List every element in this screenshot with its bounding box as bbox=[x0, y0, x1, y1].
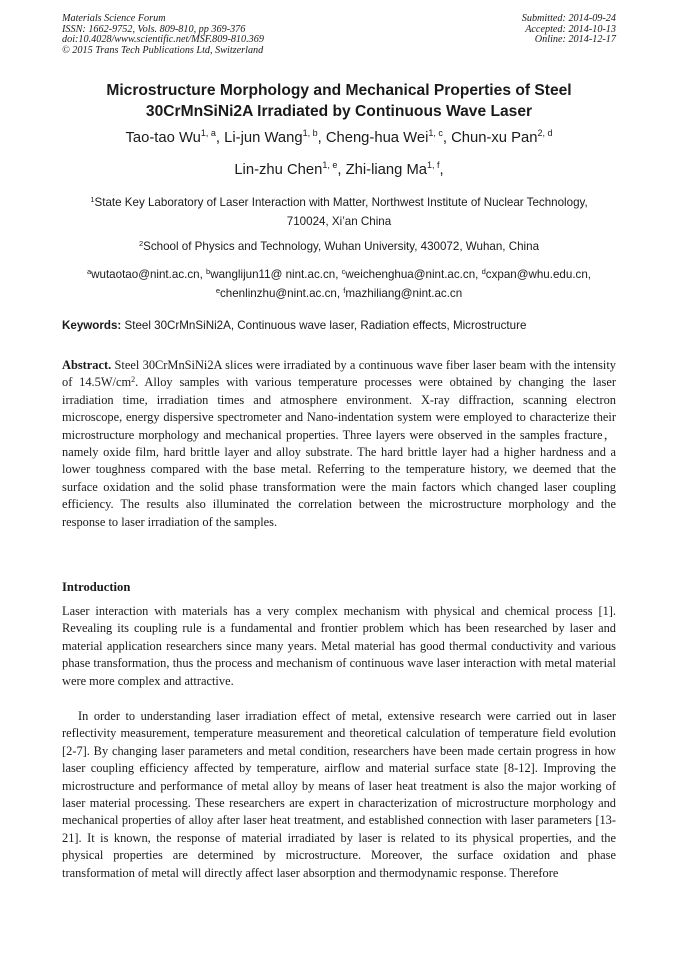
author-affiliation-mark: 1, b bbox=[302, 128, 318, 138]
email-link[interactable]: wutaotao@nint.ac.cn bbox=[91, 268, 200, 281]
journal-doi[interactable]: doi:10.4028/www.scientific.net/MSF.809-810.369 bbox=[62, 34, 264, 46]
abstract-text-part-1: Steel 30CrMnSiNi2A slices were irradiated by a continuous wave fiber laser beam with the intensity of 14.5W/cm bbox=[62, 358, 616, 390]
affiliation-1-line-2: 710024, Xi’an China bbox=[286, 215, 392, 228]
email-link[interactable]: mazhiliang@nint.ac.cn bbox=[345, 287, 463, 300]
email-link[interactable]: chenlinzhu@nint.ac.cn bbox=[219, 287, 337, 300]
author-affiliation-mark: 2, d bbox=[537, 128, 553, 138]
author-name: Cheng-hua Wei bbox=[325, 130, 429, 146]
accepted-date: Accepted: 2014-10-13 bbox=[525, 23, 616, 35]
author-affiliation-mark: 1, f bbox=[427, 160, 440, 170]
submission-dates bbox=[522, 14, 616, 46]
email-link[interactable]: weichenghua@nint.ac.cn bbox=[345, 268, 476, 281]
author-name: Zhi-liang Ma bbox=[345, 162, 428, 178]
author-affiliation-mark: 1, c bbox=[428, 128, 443, 138]
abstract-text-part-2: . Alloy samples with various temperature processes were obtained by changing the laser irradiation time, irradiation times and atmosphere environment. X-ray diffraction, scanning electron microscope, energy dispersive spectrometer and Nano-indentation system were employed to characterize their microstructure morphology and mechanical properties. Three layers were observed in the samples fracture，namely oxide film, hard brittle layer and alloy substrate. The hard brittle layer had a higher hardness and a lower toughness compared with the base metal. Referring to the temperature history, we deemed that the surface oxidation and the solid phase transformation were the main factors which changed laser coupling efficiency. The results also illuminated the correlation between the microstructure morphology and the response to laser irradiation of the samples. bbox=[62, 375, 616, 529]
keywords-label: Keywords: bbox=[62, 319, 122, 332]
author-list-line-1: Tao-tao Wu$^{1, a}$, Li-jun Wang$^{1, b}$, Cheng-hua Wei$^{1, c}$, Chun-xu Pan$^{2, d}$ bbox=[125, 128, 553, 146]
paper-title bbox=[62, 80, 616, 122]
email-mark: e bbox=[215, 286, 220, 295]
email-mark: c bbox=[341, 267, 346, 276]
affiliation-2-text: School of Physics and Technology, Wuhan University, 430072, Wuhan, China bbox=[143, 240, 540, 253]
affiliation-mark: 2 bbox=[138, 239, 144, 248]
abstract-superscript: 2 bbox=[131, 375, 136, 385]
author-name: Chun-xu Pan bbox=[451, 130, 538, 146]
email-list: $^a$wutaotao@nint.ac.cn, $^b$wanglijun11@ nint.ac.cn, $^c$weichenghua@nint.ac.cn, $^d$cxpan@whu.edu.cn, $^e$chenlinzhu@nint.ac.cn, $^f$mazhiliang@nint.ac.cn bbox=[86, 267, 592, 300]
online-date: Online: 2014-12-17 bbox=[534, 34, 616, 46]
introduction-paragraph-2: In order to understanding laser irradiation effect of metal, extensive research were carried out in laser reflectivity measurement, temperature measurement and theoretical calculation of temperature field evolution [2-7]. By changing laser parameters and metal condition, researchers have been made certain progress in how laser coupling efficiency affected by temperature, airflow and material surface state [8-12]. Improving the microstructure and performance of metal alloy by means of laser heat treatment is also the major working of laser material processing. These researchers are expert in characterization of microstructure morphology and mechanical properties of alloy after laser heat treatment, and established connection with laser parameters [13-21]. It is known, the response of material irradiated by laser is related to its physical properties, and the physical properties are determined by microstructure. Moreover, the surface oxidation and phase transformation of metal will directly affect laser absorption and thermodynamic response. Therefore bbox=[62, 709, 616, 880]
section-heading-introduction: Introduction bbox=[62, 580, 131, 594]
journal-copyright: © 2015 Trans Tech Publications Ltd, Switzerland bbox=[62, 44, 264, 56]
email-link[interactable]: wanglijun11@ nint.ac.cn bbox=[210, 268, 336, 281]
journal-issn: ISSN: 1662-9752, Vols. 809-810, pp 369-376 bbox=[62, 23, 246, 35]
email-mark: a bbox=[86, 267, 92, 276]
abstract bbox=[62, 357, 616, 531]
email-mark: f bbox=[343, 286, 346, 295]
submitted-date: Submitted: 2014-09-24 bbox=[521, 13, 616, 24]
author-name: Lin-zhu Chen bbox=[234, 162, 323, 178]
author-list-line-2: Lin-zhu Chen$^{1, e}$, Zhi-liang Ma$^{1, f}$, bbox=[234, 160, 444, 178]
affiliation-2 bbox=[62, 237, 616, 256]
email-mark: b bbox=[206, 267, 211, 276]
email-mark: d bbox=[481, 267, 486, 276]
keywords-text: Steel 30CrMnSiNi2A, Continuous wave laser, Radiation effects, Microstructure bbox=[121, 319, 527, 332]
keywords bbox=[62, 318, 616, 334]
title-line-1: Microstructure Morphology and Mechanical Properties of Steel bbox=[106, 82, 572, 99]
affiliation-1-line-1: State Key Laboratory of Laser Interaction with Matter, Northwest Institute of Nuclear Technology, bbox=[94, 196, 588, 209]
author-affiliation-mark: 1, e bbox=[322, 160, 338, 170]
journal-name: Materials Science Forum bbox=[62, 13, 166, 24]
author-affiliation-mark: 1, a bbox=[200, 128, 216, 138]
affiliation-mark: 1 bbox=[90, 195, 95, 204]
email-link[interactable]: cxpan@whu.edu.cn bbox=[485, 268, 588, 281]
journal-header bbox=[62, 14, 264, 56]
abstract-label: Abstract. bbox=[62, 358, 112, 372]
introduction-paragraph-1: Laser interaction with materials has a very complex mechanism with physical and chemical process [1]. Revealing its coupling rule is a fundamental and frontier problem which has been researched by laser and material application researchers since many years. Metal material has good thermal conductivity and various phase transformation, thus the process and mechanism of continuous wave laser interaction with metal material were more complex and attractive. bbox=[62, 604, 616, 688]
affiliation-1 bbox=[62, 193, 616, 231]
author-name: Li-jun Wang bbox=[224, 130, 303, 146]
title-line-2: 30CrMnSiNi2A Irradiated by Continuous Wave Laser bbox=[145, 103, 533, 120]
author-name: Tao-tao Wu bbox=[125, 130, 201, 146]
